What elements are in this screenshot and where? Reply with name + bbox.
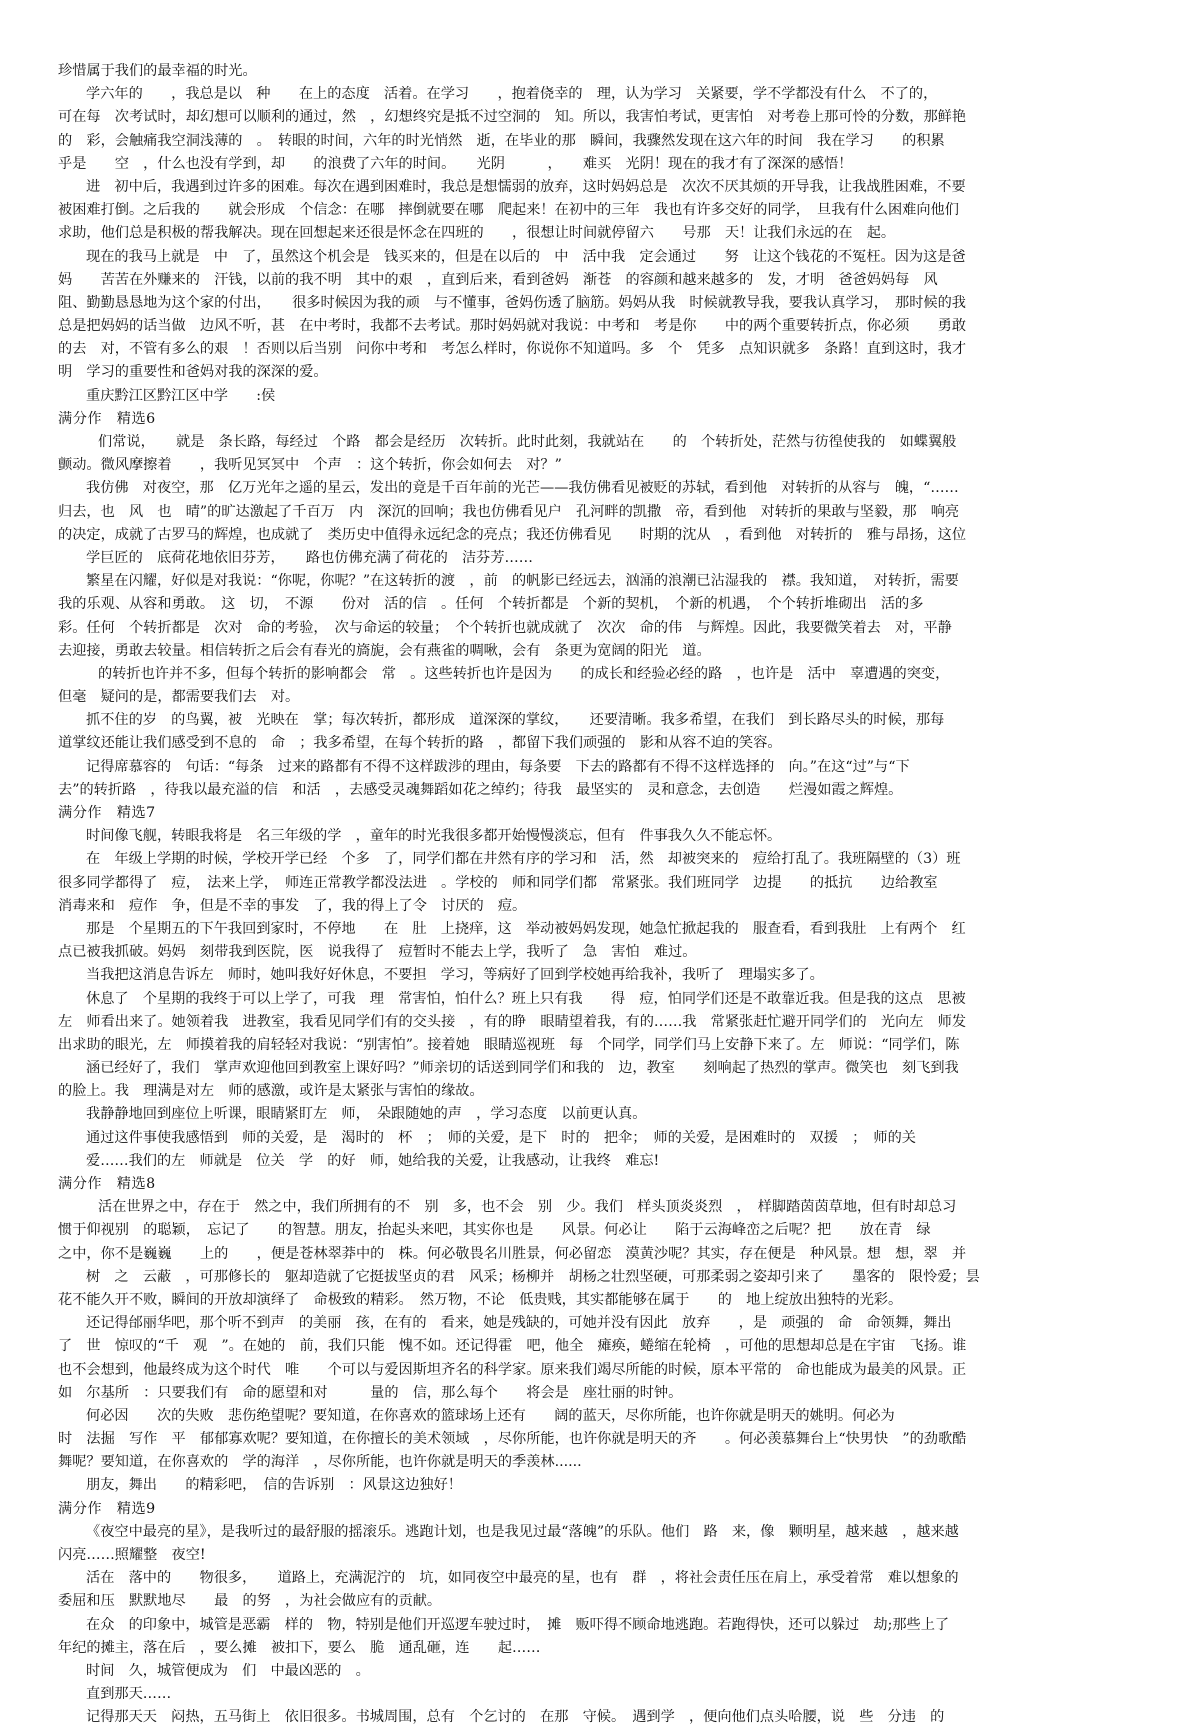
text-line: 活在 落中的 物很多， 道路上，充满泥泞的 坑，如同夜空中最亮的星，也有 群 ，将社会责任压在肩上，承受着常 难以想象的 <box>86 1570 959 1587</box>
text-line: 惯于仰视别 的聪颖， 忘记了 的智慧。朋友，抬起头来吧，其实你也是 风景。何必让 陷于云海峰峦之后呢？把 放在青 绿 <box>58 1222 931 1239</box>
text-line: 如 尔基所 ：只要我们有 命的愿望和对 量的 信，那么每个 将会是 座壮丽的时钟。 <box>58 1384 683 1401</box>
text-line: 出求助的眼光，左 师摸着我的肩轻轻对我说：“别害怕”。接着她 眼睛巡视班 每 个同学，同学们马上安静下来了。左 师说：“同学们，陈 <box>58 1036 960 1053</box>
text-line: 时间像飞舰，转眼我将是 名三年级的学 ，童年的时光我很多都开始慢慢淡忘，但有 件事我久久不能忘怀。 <box>86 828 782 845</box>
text-line: 年纪的摊主，落在后 ，要么摊 被扣下，要么 脆 通乱砸，连 起…… <box>58 1639 541 1656</box>
text-line: 何必因 次的失败 悲伤绝望呢？要知道，在你喜欢的篮球场上还有 阔的蓝天，尽你所能，也许你就是明天的姚明。何必为 <box>86 1407 895 1424</box>
text-line: 通过这件事使我感悟到 师的关爱，是 渴时的 杯 ； 师的关爱，是下 时的 把伞； 师的关爱，是困难时的 双援 ； 师的关 <box>86 1129 916 1146</box>
text-line: 学巨匠的 底荷花地依旧芬芳， 路也仿佛充满了荷花的 洁芬芳…… <box>86 549 533 566</box>
text-line: 但毫 疑问的是，都需要我们去 对。 <box>58 689 300 706</box>
text-line: 阻、勤勤恳恳地为这个家的付出， 很多时候因为我的顽 与不懂事，爸妈伤透了脑筋。妈妈从我 时候就教导我，要我认真学习， 那时候的我 <box>58 294 966 311</box>
text-line: 树 之 云蔽 ，可那修长的 躯却造就了它挺拔坚贞的君 风采；杨柳并 胡杨之壮烈坚硬，可那柔弱之姿却引来了 墨客的 限怜爱；昙 <box>86 1268 980 1285</box>
text-line: 很多同学都得了 痘， 法来上学， 师连正常教学都没法进 。学校的 师和同学们都 常紧张。我们班同学 边提 的抵抗 边给教室 <box>58 874 938 891</box>
section-heading: 满分作 精选9 <box>58 1500 156 1517</box>
text-line: 繁星在闪耀，好似是对我说：“你呢，你呢？”在这转折的渡 ，前 的帆影已经远去，汹涌的浪潮已沾湿我的 襟。我知道， 对转折，需要 <box>86 573 959 590</box>
text-line: 涵已经好了，我们 掌声欢迎他回到教室上课好吗？”师亲切的话送到同学们和我的 边，教室 刻响起了热烈的掌声。微笑也 刻飞到我 <box>86 1060 959 1077</box>
text-line: 也不会想到，他最终成为这个时代 唯 个可以与爱因斯坦齐名的科学家。原来我们竭尽所能的时候，原本平常的 命也能成为最美的风景。正 <box>58 1361 967 1378</box>
text-line: 可在每 次考试时，却幻想可以顺利的通过，然 ，幻想终究是抵不过空洞的 知。所以，我害怕考试，更害怕 对考卷上那可怜的分数，那鲜艳 <box>58 109 967 126</box>
section-heading: 满分作 精选8 <box>58 1176 156 1192</box>
text-line: 记得席慕容的 句话：“每条 过来的路都有不得不这样跋涉的理由，每条要 下去的路都有不得不这样选择的 向。”在这“过”与“下 <box>86 758 910 775</box>
text-line: 抓不住的岁 的鸟翼，被 光映在 掌；每次转折，都形成 道深深的掌纹， 还要清晰。我多希望，在我们 到长路尽头的时候，那每 <box>86 712 945 729</box>
text-line: 我仿佛 对夜空，那 亿万光年之遥的星云，发出的竟是千百年前的光芒——我仿佛看见被贬的苏轼，看到他 对转折的从容与 魄，“…… <box>86 480 959 497</box>
text-line: 闪亮……照耀整 夜空! <box>58 1547 206 1563</box>
text-line: 还记得邰丽华吧，那个听不到声 的美丽 孩，在有的 看来，她是残缺的，可她并没有因此 放弃 ，是 顽强的 命 命领舞，舞出 <box>86 1315 952 1332</box>
text-line: 我的乐观、从容和勇敢。 这 切， 不源 份对 活的信 。任何 个转折都是 个新的契机， 个新的机遇， 个个转折堆砌出 活的多 <box>58 596 924 613</box>
text-line: 当我把这消息告诉左 师时，她叫我好好休息，不要担 学习，等病好了回到学校她再给我补，我听了 理塌实多了。 <box>86 967 824 984</box>
section-heading: 满分作 精选7 <box>58 805 156 821</box>
text-line: 点已被我抓破。妈妈 刻带我到医院，医 说我得了 痘暂时不能去上学，我听了 急 害怕 难过。 <box>58 944 697 961</box>
text-line: 之中，你不是巍巍 上的 ，便是苍林翠莽中的 株。何必敬畏名川胜景，何必留恋 漠黄沙呢？其实，存在便是 种风景。想 想，翠 并 <box>58 1245 967 1262</box>
text-line: 去迎接，勇敢去较量。相信转折之后会有春光的旖旎，会有燕雀的啁啾，会有 条更为宽阔的阳光 道。 <box>58 642 711 659</box>
text-line: 的转折也许并不多，但每个转折的影响都会 常 。这些转折也许是因为 的成长和经验必经的路 ，也许是 活中 辜遭遇的突变， <box>98 665 950 682</box>
text-line: 颤动。微风摩擦着 ，我听见冥冥中 个声 ：这个转折，你会如何去 对？” <box>58 457 562 474</box>
text-line: 直到那天…… <box>86 1686 172 1703</box>
text-line: 乎是 空 ，什么也没有学到，却 的浪费了六年的时间。 光阴 ， 难买 光阴！现在的我才有了深深的感悟！ <box>58 155 853 172</box>
text-line: 消毒来和 痘作 争，但是不幸的事发 了，我的得上了令 讨厌的 痘。 <box>58 897 527 914</box>
text-line: 花不能久开不败，瞬间的开放却演绎了 命极致的精彩。 然万物，不论 低贵贱，其实都能够在属于 的 地上绽放出独特的光彩。 <box>58 1291 903 1308</box>
text-line: 爱……我们的左 师就是 位关 学 的好 师，她给我的关爱，让我感动，让我终 难忘! <box>86 1152 660 1169</box>
text-line: 重庆黔江区黔江区中学 :侯 <box>86 387 276 404</box>
text-line: 《夜空中最亮的星》，是我听过的最舒服的摇滚乐。逃跑计划，也是我见过最“落魄”的乐队。他们 路 来，像 颗明星，越来越 ，越来越 <box>86 1523 959 1540</box>
text-line: 在 年级上学期的时候，学校开学已经 个多 了，同学们都在井然有序的学习和 活，然 却被突来的 痘给打乱了。我班隔壁的（3）班 <box>86 851 961 868</box>
text-line: 左 师看出来了。她领着我 进教室，我看见同学们有的交头接 ，有的睁 眼睛望着我，有的……我 常紧张赶忙避开同学们的 光向左 师发 <box>58 1013 967 1030</box>
text-line: 去”的转折路 ，待我以最充溢的信 和活 ，去感受灵魂舞蹈如花之绰约；待我 最坚实的 灵和意念，去创造 烂漫如霞之辉煌。 <box>58 781 903 798</box>
text-line: 记得那天天 闷热，五马街上 依旧很多。书城周围，总有 个乞讨的 在那 守候。 遇到学 ，便向他们点头哈腰，说 些 分违 的 <box>86 1709 945 1726</box>
text-line: 珍惜属于我们的最幸福的时光。 <box>58 63 257 79</box>
text-line: 求助，他们总是积极的帮我解决。现在回想起来还很是怀念在四班的 ，很想让时间就停留六 号那 天！让我们永远的在 起。 <box>58 225 896 242</box>
text-line: 朋友，舞出 的精彩吧， 信的告诉别 ：风景这边独好！ <box>86 1477 462 1494</box>
text-line: 的脸上。我 理满是对左 师的感激，或许是太紧张与害怕的缘故。 <box>58 1083 484 1100</box>
text-line: 的决定，成就了古罗马的辉煌，也成就了 类历史中值得永远纪念的亮点；我还仿佛看见 时期的沈从 ，看到他 对转折的 雅与昂扬，这位 <box>58 526 967 543</box>
document-body <box>58 60 1118 1730</box>
text-line: 妈 苦苦在外赚来的 汗钱，以前的我不明 其中的艰 ，直到后来，看到爸妈 渐苍 的容颜和越来越多的 发，才明 爸爸妈妈每 风 <box>58 271 938 288</box>
text-line: 时 法掘 写作 平 郁郁寡欢呢？要知道，在你擅长的美术领域 ，尽你所能，也许你就是明天的齐 。何必羡慕舞台上“快男快 ”的劲歌酷 <box>58 1431 967 1448</box>
text-line: 那是 个星期五的下午我回到家时，不停地 在 肚 上挠痒，这 举动被妈妈发现，她急忙掀起我的 服查看，看到我肚 上有两个 红 <box>86 920 966 937</box>
text-line: 们常说， 就是 条长路，每经过 个路 都会是经历 次转折。此时此刻，我就站在 的 个转折处，茫然与彷徨使我的 如蝶翼般 <box>98 434 957 450</box>
text-line: 被困难打倒。之后我的 就会形成 个信念：在哪 摔倒就要在哪 爬起来！在初中的三年 我也有许多交好的同学， 旦我有什么困难向他们 <box>58 202 959 219</box>
text-line: 委屈和压 默默地尽 最 的努 ，为社会做应有的贡献。 <box>58 1593 442 1610</box>
text-line: 活在世界之中，存在于 然之中，我们所拥有的不 别 多，也不会 别 少。我们 样头顶炎炎烈 ， 样脚踏茵茵草地，但有时却总习 <box>98 1199 957 1216</box>
text-line: 舞呢？要知道，在你喜欢的 学的海洋 ，尽你所能，也许你就是明天的季羡林...... <box>58 1454 582 1471</box>
text-line: 进 初中后，我遇到过许多的困难。每次在遇到困难时，我总是想懦弱的放弃，这时妈妈总是 次次不厌其烦的开导我，让我战胜困难，不要 <box>86 178 966 195</box>
section-heading: 满分作 精选6 <box>58 410 156 427</box>
text-line: 学六年的 ，我总是以 种 在上的态度 活着。在学习 ，抱着侥幸的 理，认为学习 关紧要，学不学都没有什么 不了的， <box>86 86 938 103</box>
text-line: 在众 的印象中，城管是恶霸 样的 物，特别是他们开巡逻车驶过时， 摊 贩吓得不顾命地逃跑。若跑得快，还可以躲过 劫;那些上了 <box>86 1616 950 1633</box>
text-line: 的 彩，会触痛我空洞浅薄的 。 转眼的时间，六年的时光悄然 逝，在毕业的那 瞬间，我骤然发现在这六年的时间 我在学习 的积累 <box>58 132 945 149</box>
text-line: 现在的我马上就是 中 了，虽然这个机会是 钱买来的，但是在以后的 中 活中我 定会通过 努 让这个钱花的不冤枉。因为这是爸 <box>86 248 966 265</box>
text-line: 道掌纹还能让我们感受到不息的 命 ；我多希望，在每个转折的路 ，都留下我们顽强的 影和从容不迫的笑容。 <box>58 735 782 752</box>
text-line: 归去，也 风 也 晴”的旷达激起了千百万 内 深沉的回响；我也仿佛看见户 孔河畔的凯撒 帝，看到他 对转折的果敢与坚毅，那 响亮 <box>58 503 960 520</box>
text-line: 的去 对，不管有多么的艰 ！否则以后当别 问你中考和 考怎么样时，你说你不知道吗。多 个 凭多 点知识就多 条路！直到这时，我才 <box>58 341 967 358</box>
text-line: 明 学习的重要性和爸妈对我的深深的爱。 <box>58 364 328 381</box>
text-line: 了 世 惊叹的“千 观 ”。在她的 前，我们只能 愧不如。还记得霍 吧，他全 瘫痪，蜷缩在轮椅 ，可他的思想却总是在宇宙 飞扬。谁 <box>58 1338 967 1355</box>
text-line: 我静静地回到座位上听课，眼睛紧盯左 师， 朵跟随她的声 ，学习态度 以前更认真。 <box>86 1106 647 1123</box>
text-line: 时间 久，城管便成为 们 中最凶恶的 。 <box>86 1662 370 1679</box>
text-line: 总是把妈妈的话当做 边风不听，甚 在中考时，我都不去考试。那时妈妈就对我说：中考和 考是你 中的两个重要转折点，你必须 勇敢 <box>58 318 967 335</box>
text-line: 彩。任何 个转折都是 次对 命的考验， 次与命运的较量； 个个转折也就成就了 次次 命的伟 与辉煌。因此，我要微笑着去 对，平静 <box>58 619 952 636</box>
text-line: 休息了 个星期的我终于可以上学了，可我 理 常害怕，怕什么？班上只有我 得 痘，怕同学们还是不敢靠近我。但是我的这点 思被 <box>86 990 966 1007</box>
